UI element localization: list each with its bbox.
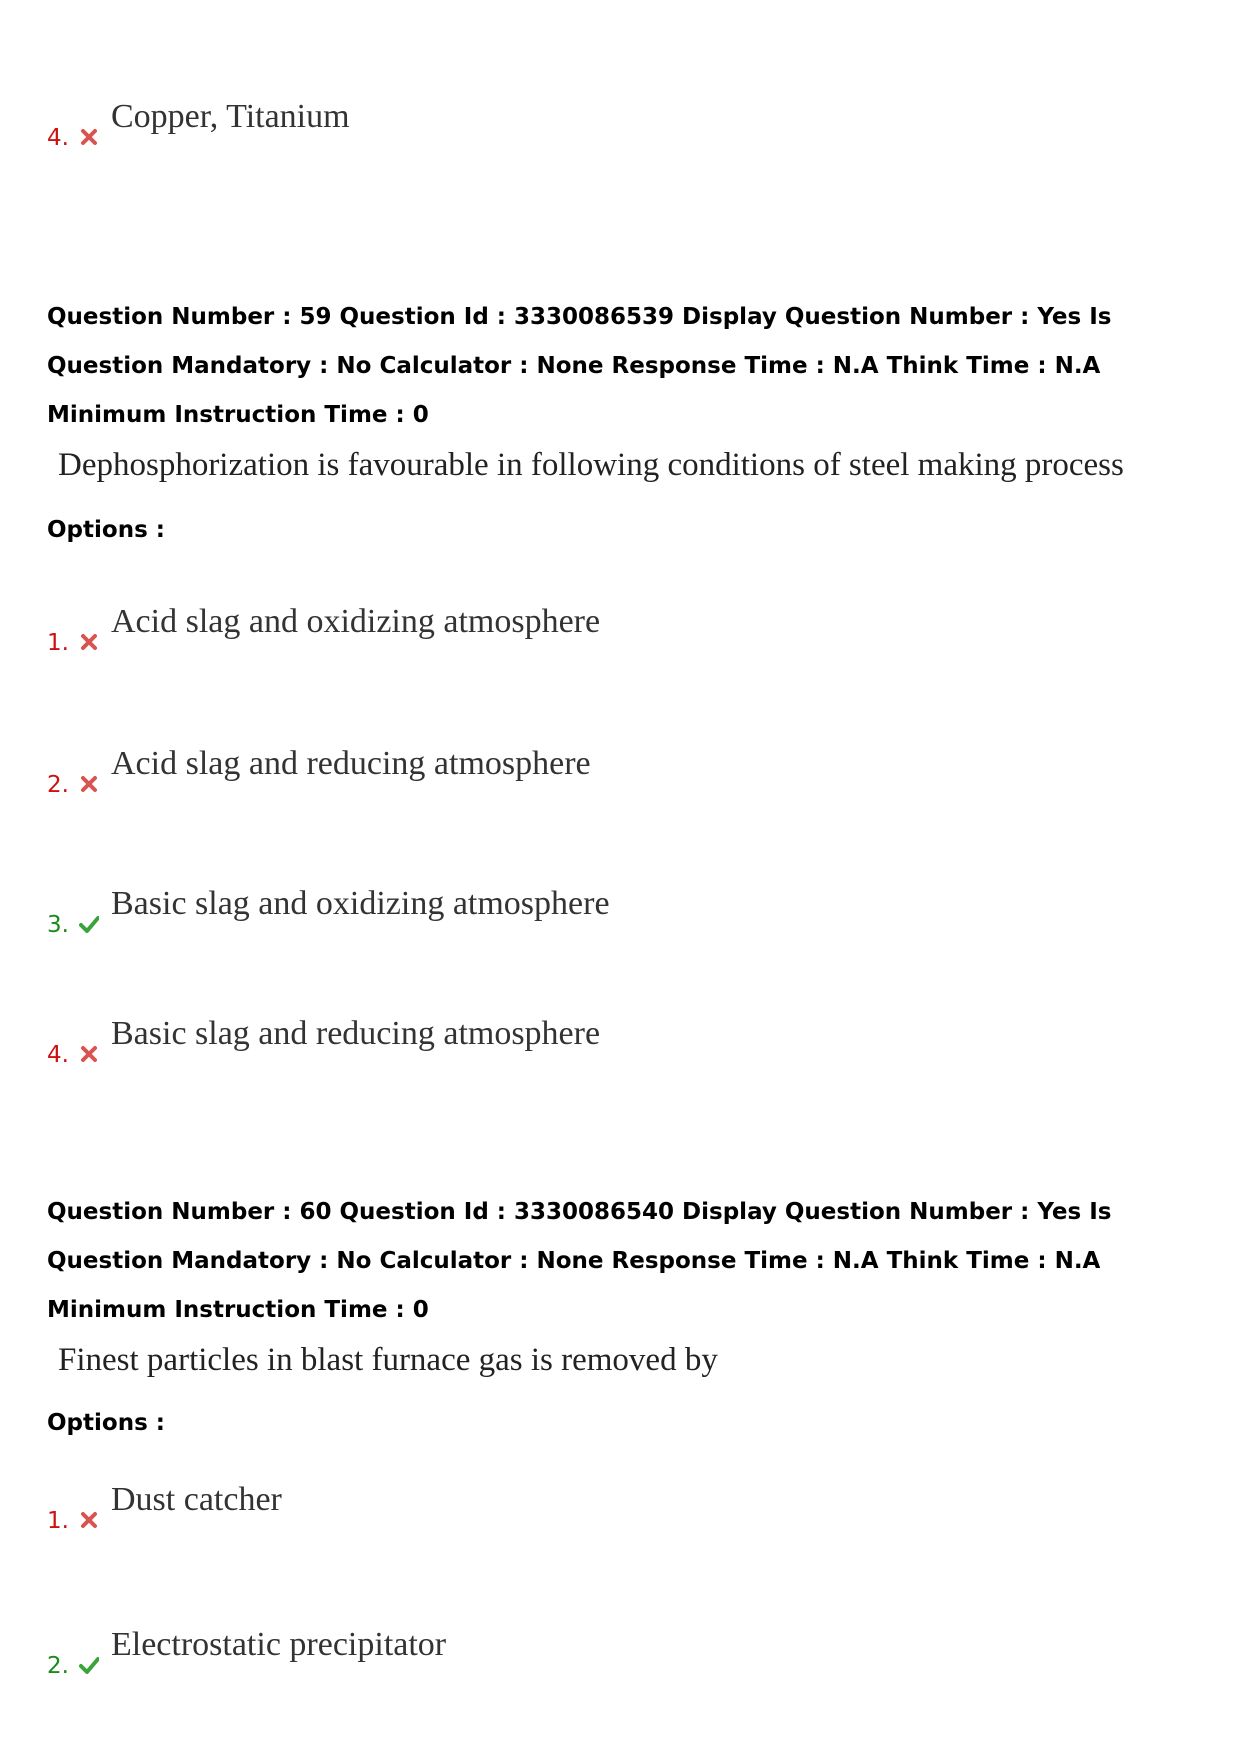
wrong-mark-icon [79, 632, 99, 652]
option-text: Electrostatic precipitator [111, 1626, 447, 1663]
option-text: Acid slag and reducing atmosphere [111, 745, 591, 782]
option-number: 3. [47, 912, 69, 938]
option-row [47, 98, 350, 151]
option-number: 1. [47, 1508, 69, 1534]
option-row [47, 885, 610, 938]
correct-check-icon [79, 1655, 99, 1675]
wrong-mark-icon [79, 1510, 99, 1530]
question-text: Finest particles in blast furnace gas is removed by [58, 1342, 718, 1378]
option-row [47, 1015, 601, 1068]
option-text: Acid slag and oxidizing atmosphere [111, 603, 601, 640]
correct-check-icon [79, 914, 99, 934]
question-text: Dephosphorization is favourable in following conditions of steel making process [58, 447, 1124, 483]
option-text: Dust catcher [111, 1481, 282, 1518]
option-text: Basic slag and reducing atmosphere [111, 1015, 601, 1052]
option-text: Copper, Titanium [111, 98, 350, 135]
option-number: 1. [47, 630, 69, 656]
option-number: 2. [47, 772, 69, 798]
option-number: 4. [47, 1042, 69, 1068]
question-header: Question Number : 60 Question Id : 3330086540 Display Question Number : Yes Is Question Mandatory : No Calculator : None Response Time : N.A Think Time : N.A Minimum Instruction Time : 0 [47, 1199, 1112, 1323]
option-row [47, 1626, 447, 1679]
wrong-mark-icon [79, 127, 99, 147]
wrong-mark-icon [79, 1044, 99, 1064]
options-label: Options : [47, 517, 165, 543]
option-row [47, 1481, 282, 1534]
option-row [47, 603, 601, 656]
option-text: Basic slag and oxidizing atmosphere [111, 885, 610, 922]
question-header: Question Number : 59 Question Id : 3330086539 Display Question Number : Yes Is Question Mandatory : No Calculator : None Response Time : N.A Think Time : N.A Minimum Instruction Time : 0 [47, 304, 1112, 428]
option-number: 2. [47, 1653, 69, 1679]
wrong-mark-icon [79, 774, 99, 794]
option-row [47, 745, 591, 798]
options-label: Options : [47, 1410, 165, 1436]
option-number: 4. [47, 125, 69, 151]
